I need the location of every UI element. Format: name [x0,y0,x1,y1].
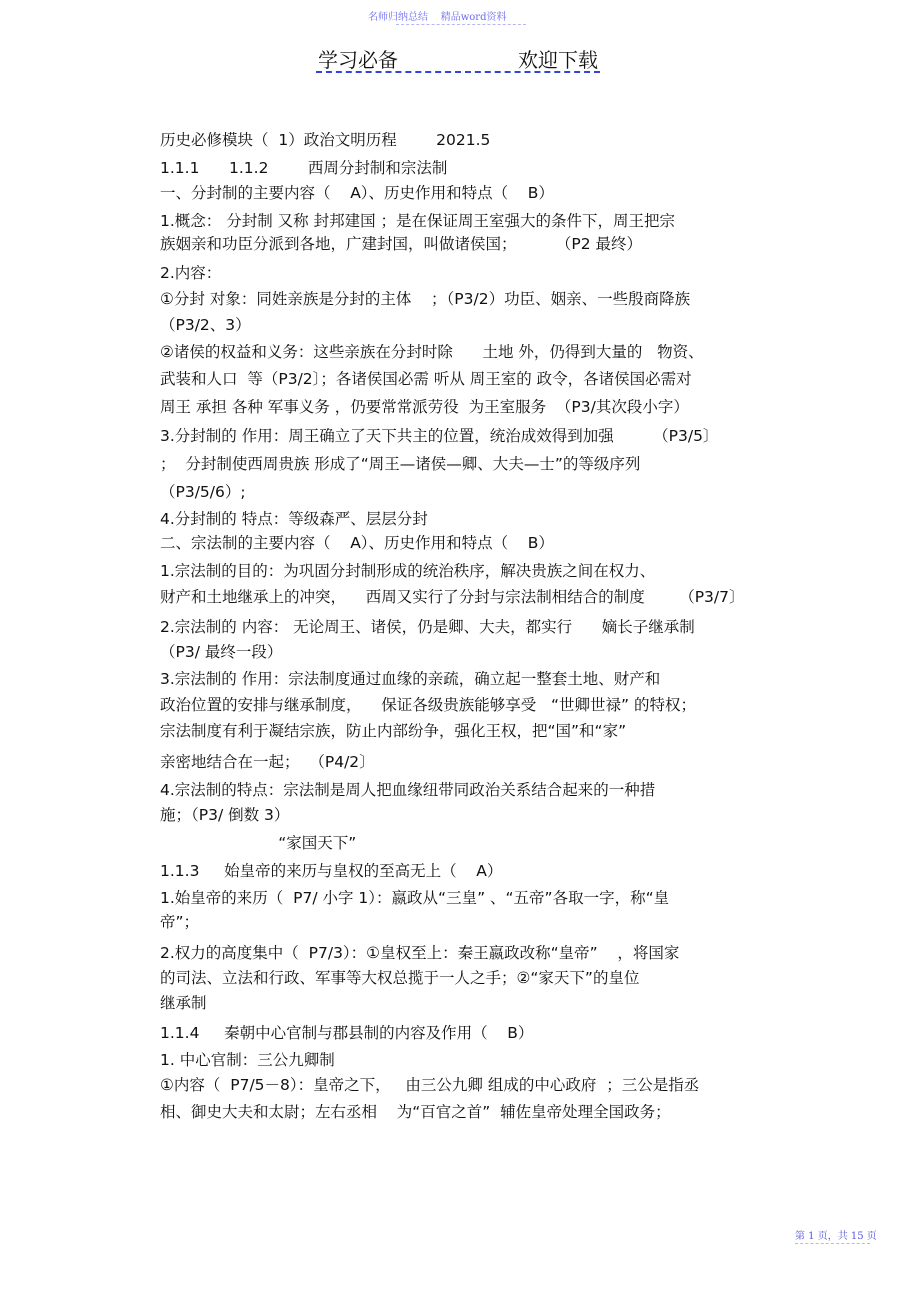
text-line: 历史必修模块（ 1）政治文明历程 2021.5 [160,131,491,149]
title-right: 欢迎下载 [518,48,598,72]
text-line: 族姻亲和功臣分派到各地，广建封国，叫做诸侯国； （P2 最终） [160,235,643,253]
text-line: 帝”； [160,913,200,931]
text-line: 1. 中心官制：三公九卿制 [160,1051,335,1069]
text-line: 财产和土地继承上的冲突， 西周又实行了分封与宗法制相结合的制度 （P3/7〕 [160,588,745,606]
text-line: （P3/2、3） [160,316,251,334]
text-line: （P3/ 最终一段） [160,643,283,661]
text-line: 1.1.1 1.1.2 西周分封制和宗法制 [160,159,448,177]
text-line: ②诸侯的权益和义务：这些亲族在分封时除 土地 外，仍得到大量的 物资、 [160,343,704,361]
text-line: 相、御史大夫和太尉；左右丞相 为“百官之首” 辅佐皇帝处理全国政务； [160,1103,671,1121]
page-number: 第 1 页，共 15 页 [795,1231,877,1242]
text-line: 2.宗法制的 内容： 无论周王、诸侯，仍是卿、大夫，都实行 嫡长子继承制 [160,618,695,636]
text-line: 二、宗法制的主要内容（ A）、历史作用和特点（ B） [160,534,554,552]
text-line: 2.内容： [160,264,222,282]
text-line: 周王 承担 各种 军事义务 ，仍要常常派劳役 为王室服务 （P3/其次段小字） [160,398,689,416]
text-line: 4.分封制的 特点：等级森严、层层分封 [160,510,428,528]
text-line: ； 分封制使西周贵族 形成了“周王—诸侯—卿、大夫—士”的等级序列 [160,455,641,473]
text-line: 武装和人口 等（P3/2〕；各诸侯国必需 听从 周王室的 政令，各诸侯国必需对 [160,370,692,388]
text-line: 2.权力的高度集中（ P7/3）：①皇权至上：秦王嬴政改称“皇帝” ，将国家 [160,944,680,962]
text-line: “家国天下” [160,834,357,852]
text-line: 1.1.3 始皇帝的来历与皇权的至高无上（ A） [160,862,503,880]
header-note-divider [396,24,526,25]
page-title [318,44,598,73]
text-line: 宗法制度有利于凝结宗族，防止内部纷争，强化王权，把“国”和“家” [160,722,627,740]
text-line: ①分封 对象：同姓亲族是分封的主体 ；（P3/2）功臣、姻亲、一些殷商降族 [160,290,691,308]
text-line: 1.宗法制的目的：为巩固分封制形成的统治秩序，解决贵族之间在权力、 [160,562,656,580]
text-line: 亲密地结合在一起； （P4/2〕 [160,753,375,771]
text-line: 4.宗法制的特点：宗法制是周人把血缘纽带同政治关系结合起来的一种措 [160,781,656,799]
text-line: （P3/5/6）; [160,483,246,501]
text-line: 一、分封制的主要内容（ A）、历史作用和特点（ B） [160,184,554,202]
text-line: 1.概念： 分封制 又称 封邦建国 ；是在保证周王室强大的条件下，周王把宗 [160,212,675,230]
footer-divider [795,1243,870,1244]
title-divider [316,71,600,73]
text-line: 3.分封制的 作用：周王确立了天下共主的位置，统治成效得到加强 （P3/5〕 [160,427,719,445]
text-line: 政治位置的安排与继承制度， 保证各级贵族能够享受 “世卿世禄” 的特权； [160,696,696,714]
header-note: 名师归纳总结 精品word资料 [368,12,507,23]
text-line: ①内容（ P7/5－8）：皇帝之下， 由三公九卿 组成的中心政府 ；三公是指丞 [160,1076,700,1094]
text-line: 3.宗法制的 作用：宗法制度通过血缘的亲疏，确立起一整套土地、财产和 [160,670,661,688]
text-line: 的司法、立法和行政、军事等大权总揽于一人之手；②“家天下”的皇位 [160,969,640,987]
text-line: 1.始皇帝的来历（ P7/ 小字 1）：嬴政从“三皇” 、“五帝”各取一字，称“皇 [160,889,670,907]
text-line: 施；（P3/ 倒数 3） [160,806,290,824]
title-left: 学习必备 [318,48,398,72]
text-line: 1.1.4 秦朝中心官制与郡县制的内容及作用（ B） [160,1024,534,1042]
text-line: 继承制 [160,994,207,1012]
